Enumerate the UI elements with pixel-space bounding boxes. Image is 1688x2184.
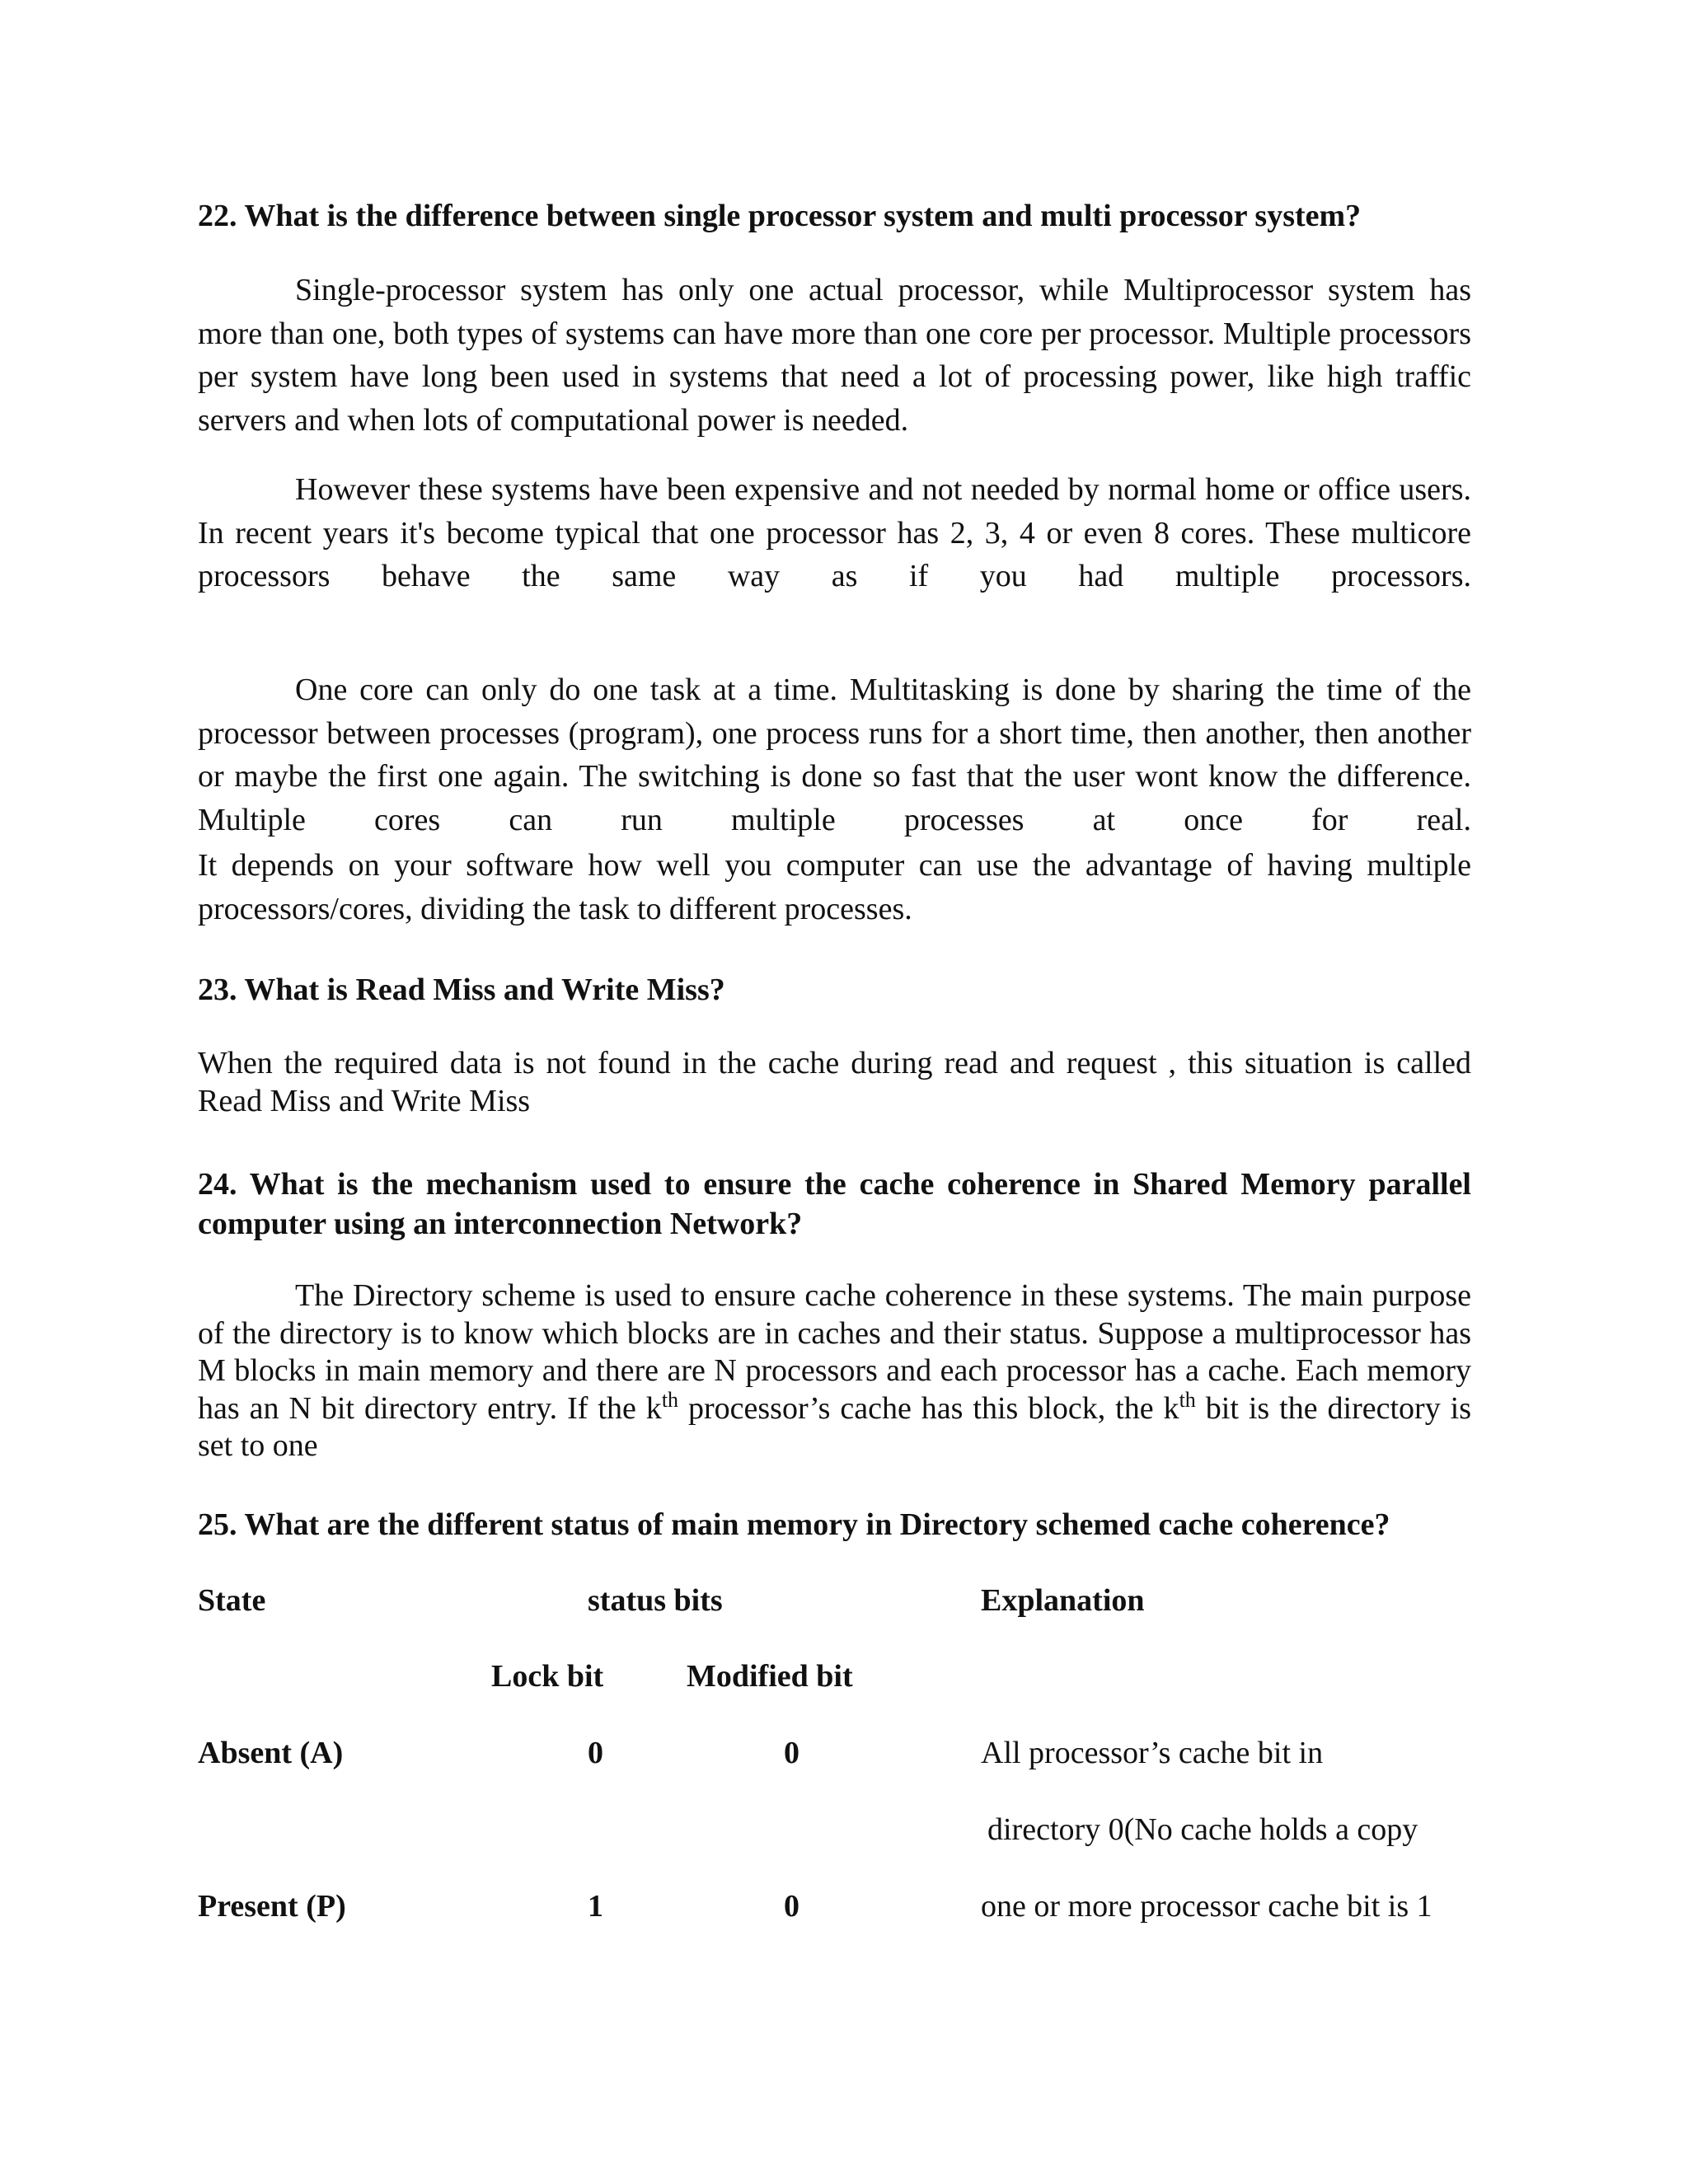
superscript-th-2: th — [1179, 1387, 1196, 1412]
table-row-present-explanation-1: one or more processor cache bit is 1 — [981, 1889, 1432, 1924]
table-row-present-modified: 0 — [784, 1889, 799, 1924]
question-22-paragraph-1: Single-processor system has only one actual processor, while Multiprocessor system has more than one, both types of systems can have more than one core per processor. Multiple processors per system have long been used in systems that need a lot of processing power, like high traffic servers and when lots of computational power is needed. — [198, 273, 1471, 438]
question-22-heading: 22. What is the difference between single processor system and multi processor system? — [198, 199, 1362, 233]
question-23-heading: 23. What is Read Miss and Write Miss? — [198, 972, 725, 1007]
table-row-absent-state: Absent (A) — [198, 1736, 344, 1770]
question-24-answer-text-2: processor’s cache has this block, the k — [678, 1390, 1179, 1426]
question-23-answer: When the required data is not found in the cache during read and request , this situation is called Read Miss and Write Miss — [198, 1046, 1471, 1118]
table-row-absent-modified: 0 — [784, 1736, 799, 1770]
question-25-heading: 25. What are the different status of main memory in Directory schemed cache coherence? — [198, 1507, 1390, 1542]
table-row-absent-lock: 0 — [588, 1736, 603, 1770]
question-24-answer-text-3: bit is the directory is set to one — [198, 1390, 1472, 1463]
table-row-absent-explanation-2: directory 0(No cache holds a copy — [987, 1812, 1418, 1847]
table-row-present-state: Present (P) — [198, 1889, 346, 1924]
question-24-heading: 24. What is the mechanism used to ensure the cache coherence in Shared Memory parallel computer using an interconnection Network? — [198, 1167, 1471, 1241]
table-header-explanation: Explanation — [981, 1583, 1145, 1618]
superscript-th-1: th — [661, 1387, 679, 1412]
table-header-status-bits: status bits — [588, 1583, 723, 1618]
question-22-paragraph-2: However these systems have been expensive and not needed by normal home or office users. In recent years it's become typical that one processor has 2, 3, 4 or even 8 cores. These multicore processors behave the same way as if you had multiple processors. — [198, 472, 1471, 593]
question-22-paragraph-4: It depends on your software how well you computer can use the advantage of having multiple processors/cores, dividing the task to different processes. — [198, 848, 1471, 926]
table-row-absent-explanation-1: All processor’s cache bit in — [981, 1736, 1324, 1770]
question-24-answer — [198, 1277, 1471, 1465]
table-row-present-lock: 1 — [588, 1889, 603, 1924]
table-subheader-lock-bit: Lock bit — [491, 1659, 604, 1694]
question-24-answer-text-1: The Directory scheme is used to ensure cache coherence in these systems. The main purpose of the directory is to know which blocks are in caches and their status. Suppose a multiprocessor has M blocks in main memory and there are N processors and each processor has a cache. Each memory has an N bit directory entry. If the k — [198, 1278, 1471, 1426]
table-header-state: State — [198, 1583, 266, 1618]
question-22-paragraph-3: One core can only do one task at a time. Multitasking is done by sharing the time of the processor between processes (program), one process runs for a short time, then another, then another or maybe the first one again. The switching is done so fast that the user wont know the difference. Multiple cores can run multiple processes at once for real. — [198, 673, 1471, 837]
table-subheader-modified-bit: Modified bit — [687, 1659, 853, 1694]
